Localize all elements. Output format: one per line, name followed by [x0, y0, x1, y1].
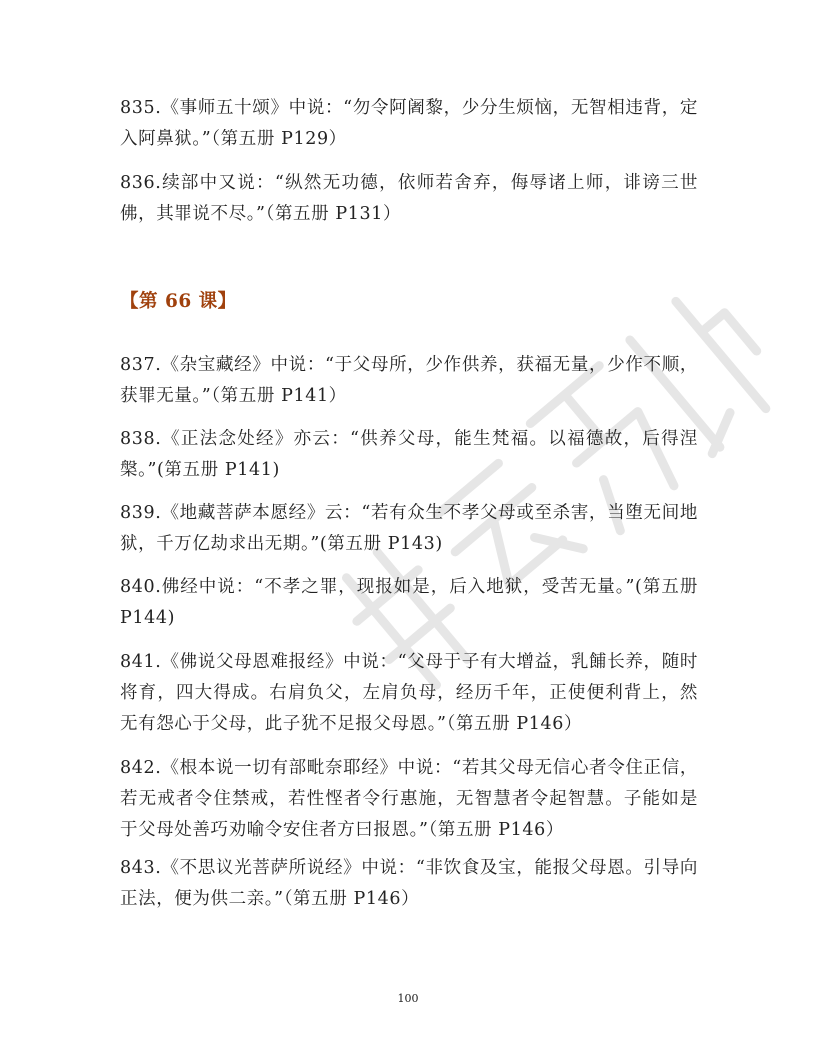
- entry-840: 840.佛经中说：“不孝之罪，现报如是，后入地狱，受苦无量。”(第五册 P144): [120, 577, 698, 628]
- entry-839: 839.《地藏菩萨本愿经》云：“若有众生不孝父母或至杀害，当堕无间地狱，千万亿劫求出无期。”(第五册 P143): [120, 503, 698, 554]
- lesson-heading: 【第 66 课】: [120, 291, 237, 312]
- entry-842: 842.《根本说一切有部毗奈耶经》中说：“若其父母无信心者令住正信，若无戒者令住禁戒，若性悭者令行惠施，无智慧者令起智慧。子能如是于父母处善巧劝喻令安住者方曰报恩。”（第五册 P146）: [120, 758, 698, 840]
- page-number: 100: [397, 992, 419, 1005]
- entry-841: 841.《佛说父母恩难报经》中说：“父母于子有大增益，乳餔长养，随时将育，四大得成。右肩负父，左肩负母，经历千年，正使便利背上，然无有怨心于父母，此子犹不足报父母恩。”（第五册 P146）: [120, 652, 698, 734]
- entry-835: 835.《事师五十颂》中说：“勿令阿阇黎，少分生烦恼，无智相违背，定入阿鼻狱。”（第五册 P129）: [120, 98, 698, 149]
- entry-838: 838.《正法念处经》亦云：“供养父母，能生梵福。以福德故，后得涅槃。”(第五册 P141): [120, 429, 698, 480]
- entry-836: 836.续部中又说：“纵然无功德，依师若舍弃，侮辱诸上师，诽谤三世佛，其罪说不尽。”（第五册 P131）: [120, 173, 698, 224]
- entry-843: 843.《不思议光菩萨所说经》中说：“非饮食及宝，能报父母恩。引导向正法，便为供二亲。”（第五册 P146）: [120, 858, 698, 909]
- entry-837: 837.《杂宝藏经》中说：“于父母所，少作供养，获福无量，少作不顺，获罪无量。”（第五册 P141）: [120, 355, 698, 406]
